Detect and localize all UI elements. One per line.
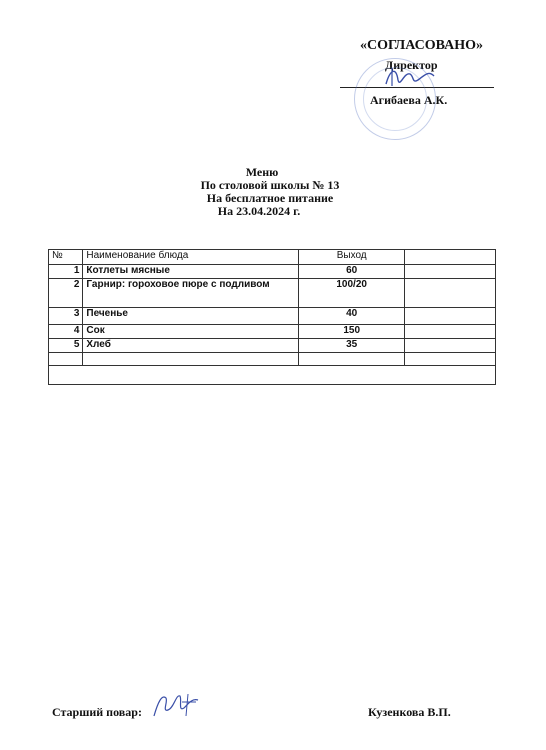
- header-output: Выход: [299, 250, 405, 265]
- row-output: 60: [299, 265, 405, 279]
- table-row: [49, 265, 496, 279]
- row-dish-name: Гарнир: гороховое пюре с подливом: [83, 279, 299, 308]
- table-row: [49, 325, 496, 339]
- table-row-footer: [49, 366, 496, 385]
- row-number: 3: [49, 308, 83, 325]
- row-number: 4: [49, 325, 83, 339]
- row-number: 1: [49, 265, 83, 279]
- approval-role: Директор: [385, 58, 438, 72]
- row-output: 35: [299, 339, 405, 353]
- cook-signature: [148, 688, 210, 722]
- row-dish-name: Сок: [83, 325, 299, 339]
- empty-cell: [49, 353, 83, 366]
- row-number: 5: [49, 339, 83, 353]
- row-extra: [405, 325, 496, 339]
- header-dish-name: Наименование блюда: [83, 250, 299, 265]
- empty-cell: [49, 366, 496, 385]
- cook-name: Кузенкова В.П.: [368, 705, 451, 719]
- row-dish-name: Печенье: [83, 308, 299, 325]
- header-number: №: [49, 250, 83, 265]
- table-row: [49, 339, 496, 353]
- row-dish-name: Хлеб: [83, 339, 299, 353]
- row-extra: [405, 279, 496, 308]
- row-output: 40: [299, 308, 405, 325]
- document-title: [150, 166, 390, 218]
- row-output: 100/20: [299, 279, 405, 308]
- director-signature: [378, 62, 448, 92]
- menu-table: [48, 249, 496, 385]
- table-header-row: [49, 250, 496, 265]
- table-row: [49, 308, 496, 325]
- row-dish-name: Котлеты мясные: [83, 265, 299, 279]
- cook-role: Старший повар:: [52, 705, 142, 719]
- table-row-empty: [49, 353, 496, 366]
- title-line-date: На 23.04.2024 г.: [217, 204, 301, 218]
- empty-cell: [299, 353, 405, 366]
- title-line-canteen: По столовой школы № 13: [200, 178, 340, 192]
- table-row: [49, 279, 496, 308]
- header-extra: [405, 250, 496, 265]
- row-extra: [405, 308, 496, 325]
- title-line-free-meals: На бесплатное питание: [206, 191, 334, 205]
- row-extra: [405, 339, 496, 353]
- approval-heading: «СОГЛАСОВАНО»: [360, 38, 483, 53]
- approval-name: Агибаева А.К.: [370, 93, 448, 107]
- title-line-menu: Меню: [245, 165, 279, 179]
- row-extra: [405, 265, 496, 279]
- row-output: 150: [299, 325, 405, 339]
- empty-cell: [405, 353, 496, 366]
- row-number: 2: [49, 279, 83, 308]
- empty-cell: [83, 353, 299, 366]
